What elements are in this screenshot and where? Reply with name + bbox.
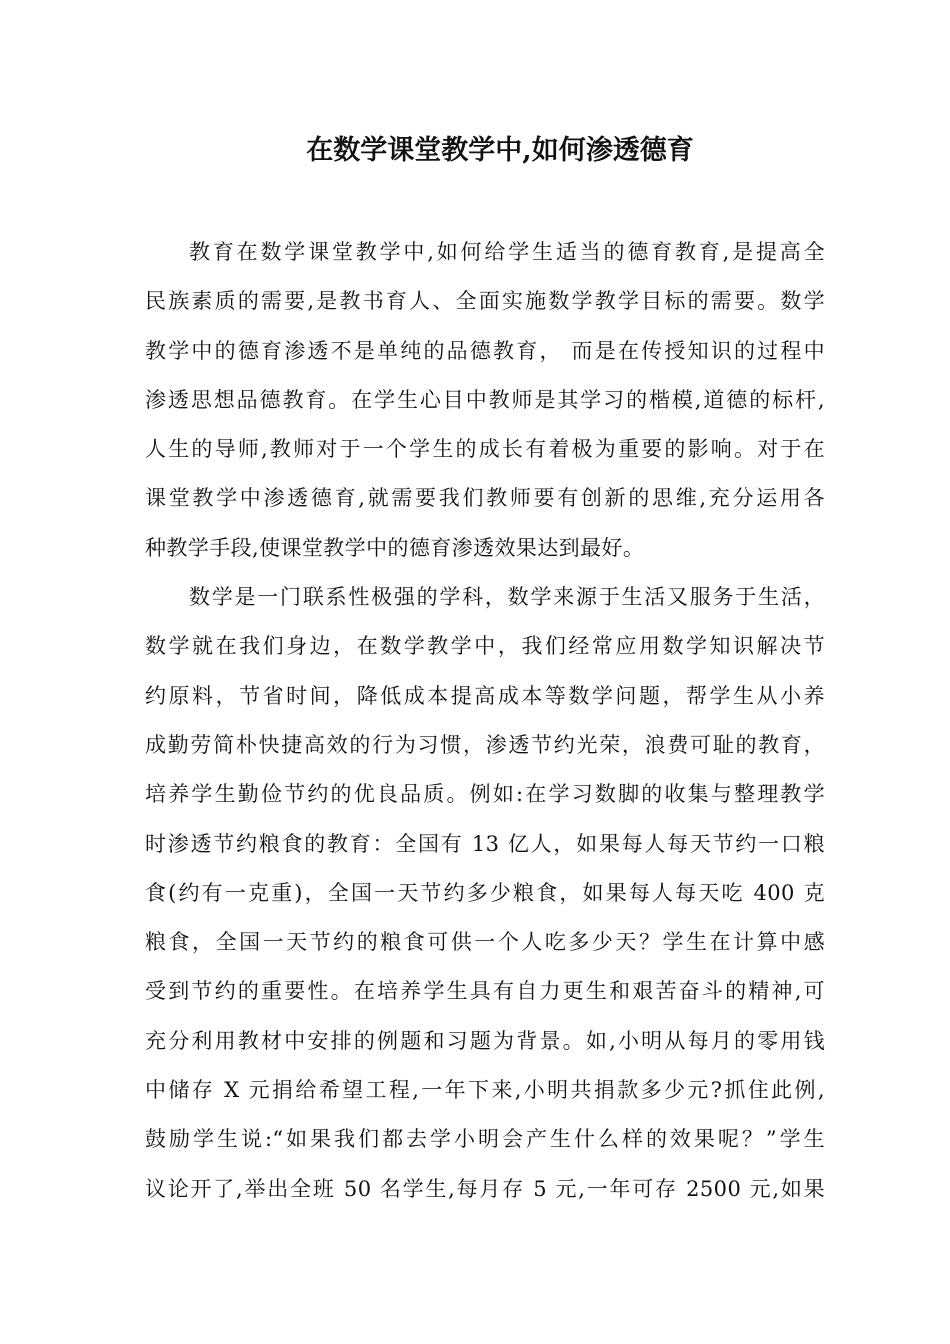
document-body [145,232,825,1218]
paragraph-2-line-8: 粮食，全国一天节约的粮食可供一个人吃多少天？学生在计算中感 [145,930,825,955]
paragraph-2-line-1: 数学是一门联系性极强的学科，数学来源于生活又服务于生活， [189,585,825,610]
paragraph-1-line-7: 种教学手段,使课堂教学中的德育渗透效果达到最好。 [145,535,645,560]
paragraph-2-line-3: 约原料，节省时间，降低成本提高成本等数学问题，帮学生从小养 [145,683,825,708]
paragraph-1-line-1: 教育在数学课堂教学中,如何给学生适当的德育教育,是提高全 [189,240,825,264]
paragraph-2-line-5: 培养学生勤俭节约的优良品质。例如:在学习数脚的收集与整理教学 [145,782,825,807]
paragraph-2-line-12: 鼓励学生说:“如果我们都去学小明会产生什么样的效果呢？”学生 [145,1127,825,1152]
paragraph-2-line-7: 食(约有一克重)，全国一天节约多少粮食，如果每人每天吃 400 克 [145,880,825,905]
paragraph-2-line-10: 充分利用教材中安排的例题和习题为背景。如,小明从每月的零用钱 [145,1028,825,1053]
paragraph-2-line-11: 中储存 X 元捐给希望工程,一年下来,小明共捐款多少元?抓住此例, [145,1078,825,1103]
paragraph-1-line-4: 渗透思想品德教育。在学生心目中教师是其学习的楷模,道德的标杆, [145,387,825,412]
paragraph-2-line-6: 时渗透节约粮食的教育：全国有 13 亿人，如果每人每天节约一口粮 [145,831,825,856]
paragraph-1-line-2: 民族素质的需要,是教书育人、全面实施数学教学目标的需要。数学 [145,289,825,314]
paragraph-1-line-5: 人生的导师,教师对于一个学生的成长有着极为重要的影响。对于在 [145,437,825,462]
paragraph-1-line-3: 教学中的德育渗透不是单纯的品德教育， 而是在传授知识的过程中 [145,338,825,363]
paragraph-2-line-4: 成勤劳简朴快捷高效的行为习惯，渗透节约光荣，浪费可耻的教育， [145,732,825,757]
paragraph-1-line-6: 课堂教学中渗透德育,就需要我们教师要有创新的思维,充分运用各 [145,486,825,511]
paragraph-2-line-2: 数学就在我们身边，在数学教学中，我们经常应用数学知识解决节 [145,634,825,659]
document-title: 在数学课堂教学中,如何渗透德育 [306,135,694,166]
paragraph-2-line-13: 议论开了,举出全班 50 名学生,每月存 5 元,一年可存 2500 元,如果 [145,1176,825,1201]
paragraph-2-line-9: 受到节约的重要性。在培养学生具有自力更生和艰苦奋斗的精神,可 [145,979,825,1004]
